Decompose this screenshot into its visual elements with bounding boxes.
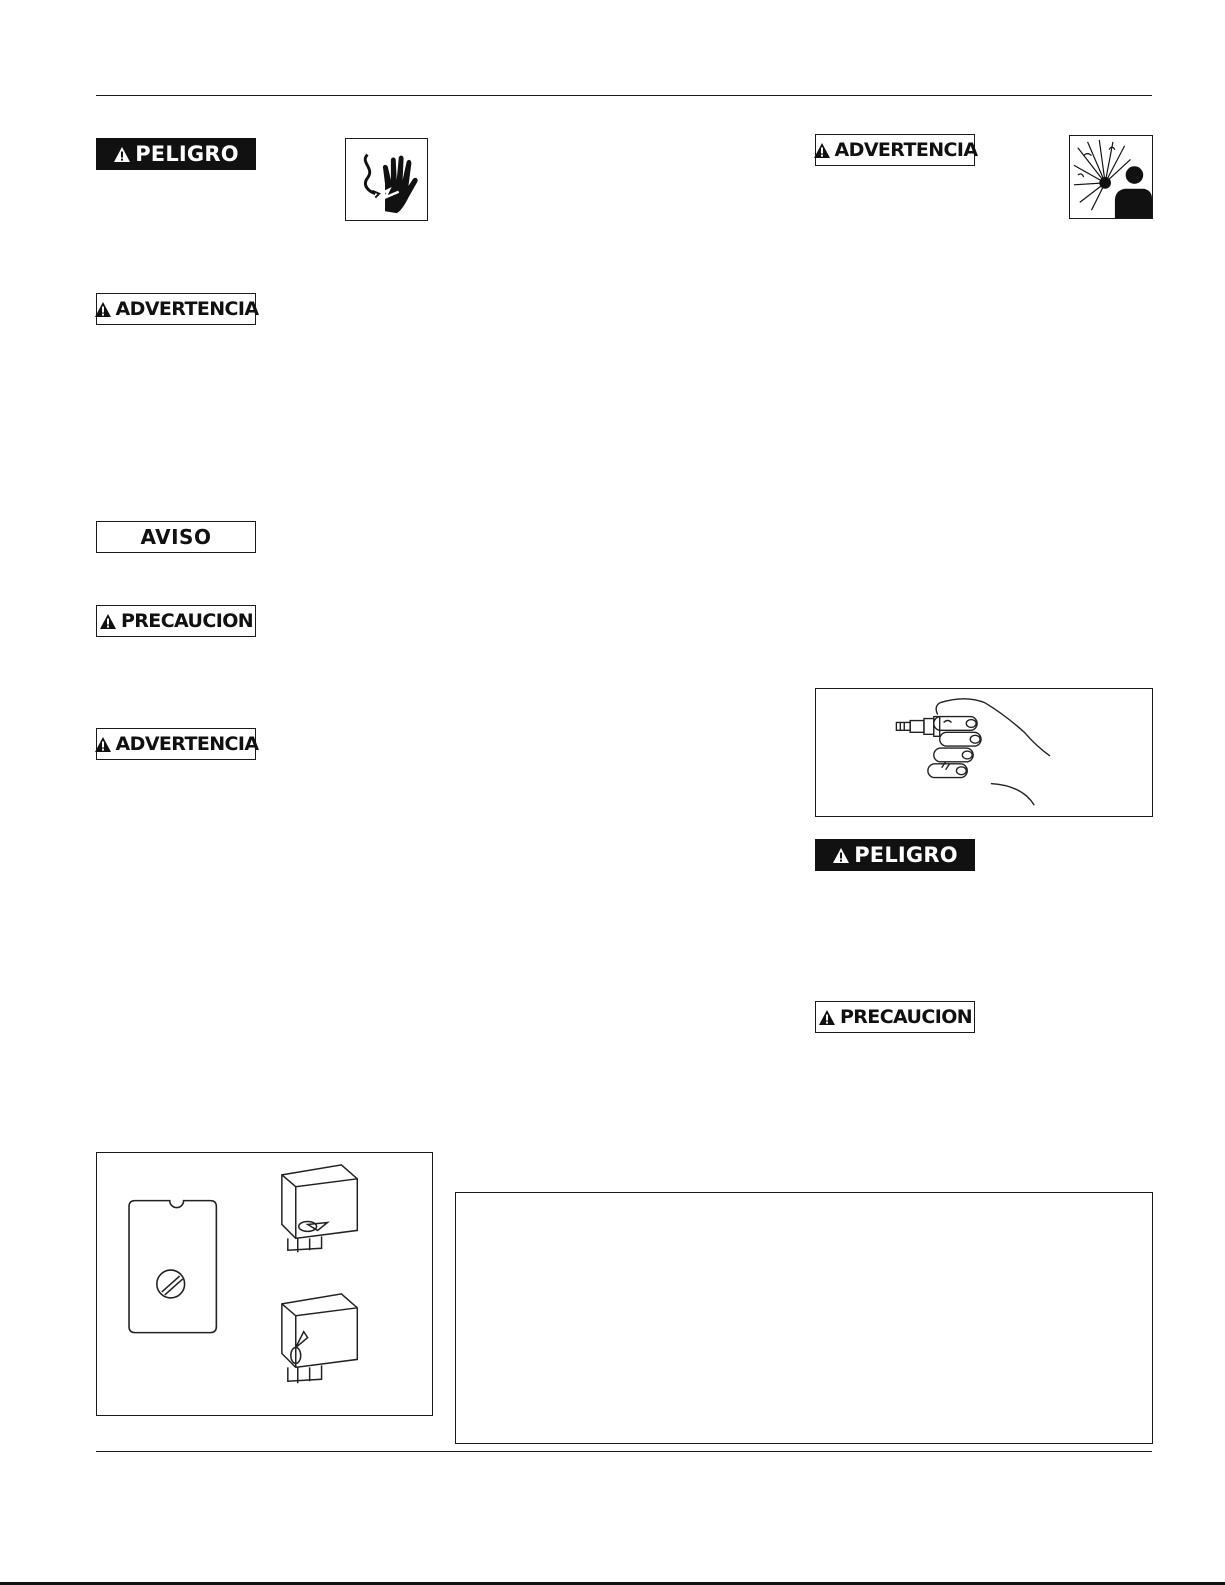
peligro-text: PELIGRO bbox=[135, 142, 239, 166]
advertencia-text: ADVERTENCIA bbox=[115, 733, 259, 755]
aviso-text: AVISO bbox=[140, 525, 212, 549]
warning-triangle-icon bbox=[94, 301, 112, 318]
warning-triangle-icon bbox=[832, 847, 850, 864]
warning-triangle-icon bbox=[94, 736, 112, 753]
cover-plate bbox=[129, 1201, 216, 1333]
warning-triangle-icon bbox=[818, 1009, 836, 1026]
top-rule bbox=[96, 95, 1152, 96]
precaucion-label bbox=[96, 605, 256, 637]
info-box bbox=[455, 1192, 1153, 1444]
advertencia-label bbox=[96, 728, 259, 760]
warning-triangle-icon bbox=[813, 142, 831, 159]
switch-lever-down bbox=[282, 1294, 357, 1383]
advertencia-label bbox=[96, 293, 259, 325]
advertencia-text: ADVERTENCIA bbox=[115, 298, 259, 320]
peligro-text: PELIGRO bbox=[854, 843, 958, 867]
warning-triangle-icon bbox=[113, 146, 131, 163]
hand-on-valve-figure bbox=[815, 688, 1153, 817]
peligro-label bbox=[96, 138, 256, 170]
switch-lever-up bbox=[282, 1165, 357, 1252]
aviso-label bbox=[96, 521, 256, 553]
pressure-switch-figure bbox=[96, 1152, 433, 1416]
precaucion-text: PRECAUCION bbox=[120, 610, 254, 632]
warning-triangle-icon bbox=[99, 613, 117, 630]
electric-shock-hand-icon bbox=[345, 138, 428, 221]
advertencia-label bbox=[815, 134, 978, 166]
precaucion-text: PRECAUCION bbox=[839, 1006, 973, 1028]
bottom-rule bbox=[96, 1451, 1152, 1452]
precaucion-label bbox=[815, 1001, 975, 1033]
advertencia-text: ADVERTENCIA bbox=[834, 139, 978, 161]
peligro-label bbox=[815, 839, 975, 871]
bursting-spray-person-icon bbox=[1069, 135, 1153, 219]
